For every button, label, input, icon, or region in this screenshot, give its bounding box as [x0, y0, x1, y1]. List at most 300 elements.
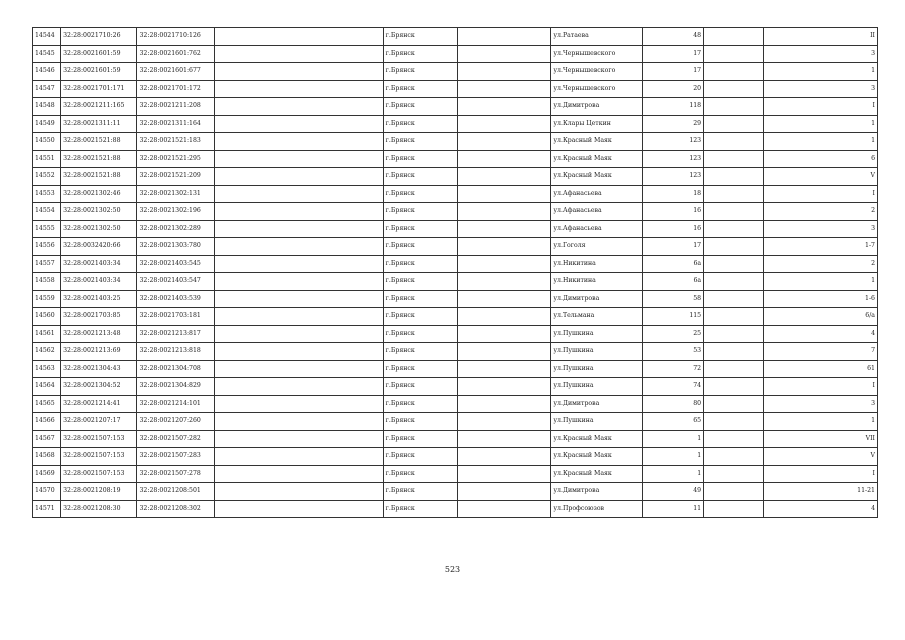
cell-empty [214, 360, 383, 378]
cell-cadastral-parcel: 32:28:0021207:17 [61, 413, 137, 431]
cell-record-number: 14562 [33, 343, 61, 361]
cell-house: 1 [642, 430, 703, 448]
table-row [33, 220, 878, 238]
cell-city: г.Брянск [383, 413, 457, 431]
cell-cadastral-parcel: 32:28:0021302:46 [61, 185, 137, 203]
cell-record-number: 14550 [33, 133, 61, 151]
cell-cadastral-object: 32:28:0021208:501 [137, 483, 214, 501]
cell-empty [457, 185, 550, 203]
cell-house: 17 [642, 63, 703, 81]
cell-empty [457, 63, 550, 81]
table-row [33, 395, 878, 413]
cell-empty [457, 343, 550, 361]
cell-cadastral-object: 32:28:0021302:289 [137, 220, 214, 238]
cell-apartment: 1 [764, 63, 878, 81]
cell-house: 18 [642, 185, 703, 203]
table-row [33, 238, 878, 256]
cell-record-number: 14569 [33, 465, 61, 483]
cell-record-number: 14563 [33, 360, 61, 378]
cell-apartment: 3 [764, 45, 878, 63]
cell-empty [704, 28, 764, 46]
cell-city: г.Брянск [383, 465, 457, 483]
cell-cadastral-parcel: 32:28:0021710:26 [61, 28, 137, 46]
cell-cadastral-parcel: 32:28:0021302:50 [61, 203, 137, 221]
cell-empty [457, 413, 550, 431]
cell-city: г.Брянск [383, 63, 457, 81]
cell-cadastral-object: 32:28:0021507:278 [137, 465, 214, 483]
cell-cadastral-parcel: 32:28:0021601:59 [61, 63, 137, 81]
cell-empty [704, 115, 764, 133]
cell-empty [704, 45, 764, 63]
cell-street: ул.Чернышевского [551, 45, 642, 63]
cell-empty [214, 273, 383, 291]
cell-record-number: 14557 [33, 255, 61, 273]
cell-cadastral-parcel: 32:28:0021701:171 [61, 80, 137, 98]
cell-street: ул.Ратаева [551, 28, 642, 46]
table-row [33, 465, 878, 483]
cell-cadastral-object: 32:28:0021601:677 [137, 63, 214, 81]
cell-apartment: 1 [764, 115, 878, 133]
cell-street: ул.Афанасьева [551, 203, 642, 221]
cell-city: г.Брянск [383, 98, 457, 116]
cell-city: г.Брянск [383, 308, 457, 326]
cell-empty [457, 325, 550, 343]
table-row [33, 378, 878, 396]
table-row [33, 168, 878, 186]
cell-street: ул.Красный Маяк [551, 168, 642, 186]
cell-city: г.Брянск [383, 395, 457, 413]
cell-cadastral-object: 32:28:0021303:780 [137, 238, 214, 256]
cell-cadastral-object: 32:28:0021304:708 [137, 360, 214, 378]
cell-apartment: 1 [764, 413, 878, 431]
cell-empty [704, 448, 764, 466]
cell-empty [457, 45, 550, 63]
cell-record-number: 14545 [33, 45, 61, 63]
cell-cadastral-object: 32:28:0021521:183 [137, 133, 214, 151]
cell-empty [457, 500, 550, 518]
cell-city: г.Брянск [383, 500, 457, 518]
cell-house: 53 [642, 343, 703, 361]
cell-cadastral-object: 32:28:0021403:547 [137, 273, 214, 291]
cell-house: 123 [642, 150, 703, 168]
table-row [33, 133, 878, 151]
cell-street: ул.Димитрова [551, 483, 642, 501]
cell-empty [704, 133, 764, 151]
table-row [33, 290, 878, 308]
table-row [33, 150, 878, 168]
cell-empty [214, 150, 383, 168]
table-row [33, 273, 878, 291]
cell-apartment: 4 [764, 500, 878, 518]
cell-house: 16 [642, 220, 703, 238]
table-row [33, 255, 878, 273]
cell-city: г.Брянск [383, 133, 457, 151]
cell-apartment: 2 [764, 255, 878, 273]
cell-city: г.Брянск [383, 203, 457, 221]
cell-empty [704, 343, 764, 361]
cell-empty [457, 430, 550, 448]
cell-street: ул.Клары Цеткин [551, 115, 642, 133]
cell-city: г.Брянск [383, 238, 457, 256]
cell-empty [457, 255, 550, 273]
cell-empty [214, 168, 383, 186]
cell-cadastral-object: 32:28:0021521:295 [137, 150, 214, 168]
cell-cadastral-object: 32:28:0021507:283 [137, 448, 214, 466]
cell-cadastral-object: 32:28:0021710:126 [137, 28, 214, 46]
table-row [33, 500, 878, 518]
cell-house: 123 [642, 168, 703, 186]
table-row [33, 98, 878, 116]
cell-empty [214, 63, 383, 81]
cell-house: 80 [642, 395, 703, 413]
cell-house: 11 [642, 500, 703, 518]
cell-house: 16 [642, 203, 703, 221]
cell-empty [457, 28, 550, 46]
cell-apartment: 11-21 [764, 483, 878, 501]
cell-empty [214, 290, 383, 308]
cell-record-number: 14561 [33, 325, 61, 343]
cell-house: 25 [642, 325, 703, 343]
cell-empty [214, 500, 383, 518]
cell-record-number: 14547 [33, 80, 61, 98]
cell-apartment: 3 [764, 395, 878, 413]
cell-record-number: 14548 [33, 98, 61, 116]
cell-apartment: I [764, 465, 878, 483]
cell-house: 48 [642, 28, 703, 46]
cell-empty [214, 133, 383, 151]
cell-empty [457, 273, 550, 291]
cell-apartment: 1 [764, 273, 878, 291]
cell-empty [704, 150, 764, 168]
cell-street: ул.Пушкина [551, 325, 642, 343]
cell-street: ул.Красный Маяк [551, 448, 642, 466]
page-number: 523 [444, 565, 461, 574]
cell-street: ул.Афанасьева [551, 185, 642, 203]
cell-cadastral-parcel: 32:28:0021208:30 [61, 500, 137, 518]
cell-house: 20 [642, 80, 703, 98]
cell-cadastral-parcel: 32:28:0021521:88 [61, 133, 137, 151]
cell-empty [457, 308, 550, 326]
cell-apartment: 61 [764, 360, 878, 378]
cell-empty [457, 80, 550, 98]
cell-cadastral-parcel: 32:28:0021521:88 [61, 168, 137, 186]
cell-cadastral-parcel: 32:28:0021304:43 [61, 360, 137, 378]
cell-cadastral-object: 32:28:0021403:545 [137, 255, 214, 273]
cell-empty [457, 395, 550, 413]
table-row [33, 203, 878, 221]
cell-cadastral-object: 32:28:0021302:196 [137, 203, 214, 221]
table-body [33, 28, 878, 518]
cell-cadastral-parcel: 32:28:0021403:34 [61, 273, 137, 291]
cell-empty [214, 185, 383, 203]
table-row [33, 343, 878, 361]
cell-empty [457, 238, 550, 256]
cell-apartment: 4 [764, 325, 878, 343]
cell-empty [457, 203, 550, 221]
cell-street: ул.Пушкина [551, 413, 642, 431]
table-row [33, 430, 878, 448]
cell-apartment: V [764, 448, 878, 466]
cell-city: г.Брянск [383, 325, 457, 343]
cell-street: ул.Профсоюзов [551, 500, 642, 518]
cell-street: ул.Тельмана [551, 308, 642, 326]
cell-apartment: 1 [764, 133, 878, 151]
cell-cadastral-parcel: 32:28:0021213:48 [61, 325, 137, 343]
cell-house: 74 [642, 378, 703, 396]
cell-city: г.Брянск [383, 150, 457, 168]
table-row [33, 308, 878, 326]
cell-city: г.Брянск [383, 448, 457, 466]
cell-cadastral-object: 32:28:0021507:282 [137, 430, 214, 448]
registry-table [32, 27, 878, 518]
cell-house: 1 [642, 465, 703, 483]
cell-record-number: 14554 [33, 203, 61, 221]
table-row [33, 28, 878, 46]
cell-house: 6а [642, 273, 703, 291]
cell-cadastral-parcel: 32:28:0021211:165 [61, 98, 137, 116]
cell-street: ул.Чернышевского [551, 80, 642, 98]
cell-house: 6а [642, 255, 703, 273]
cell-empty [214, 115, 383, 133]
cell-empty [457, 220, 550, 238]
cell-house: 72 [642, 360, 703, 378]
cell-house: 17 [642, 238, 703, 256]
cell-empty [704, 500, 764, 518]
cell-record-number: 14568 [33, 448, 61, 466]
cell-empty [214, 378, 383, 396]
cell-city: г.Брянск [383, 185, 457, 203]
cell-record-number: 14559 [33, 290, 61, 308]
cell-empty [704, 255, 764, 273]
cell-cadastral-object: 32:28:0021304:829 [137, 378, 214, 396]
cell-cadastral-object: 32:28:0021213:817 [137, 325, 214, 343]
cell-record-number: 14544 [33, 28, 61, 46]
cell-record-number: 14570 [33, 483, 61, 501]
cell-empty [214, 448, 383, 466]
cell-cadastral-parcel: 32:28:0021507:153 [61, 430, 137, 448]
cell-empty [457, 360, 550, 378]
cell-street: ул.Гоголя [551, 238, 642, 256]
cell-empty [704, 98, 764, 116]
cell-cadastral-parcel: 32:28:0021311:11 [61, 115, 137, 133]
table-row [33, 483, 878, 501]
table-row [33, 413, 878, 431]
cell-empty [457, 448, 550, 466]
cell-empty [704, 325, 764, 343]
cell-record-number: 14560 [33, 308, 61, 326]
cell-record-number: 14565 [33, 395, 61, 413]
cell-empty [704, 465, 764, 483]
cell-city: г.Брянск [383, 255, 457, 273]
cell-empty [704, 80, 764, 98]
cell-city: г.Брянск [383, 483, 457, 501]
cell-street: ул.Никитина [551, 255, 642, 273]
cell-cadastral-parcel: 32:28:0021507:153 [61, 448, 137, 466]
cell-house: 115 [642, 308, 703, 326]
cell-empty [457, 150, 550, 168]
cell-city: г.Брянск [383, 80, 457, 98]
cell-city: г.Брянск [383, 115, 457, 133]
cell-empty [214, 325, 383, 343]
cell-street: ул.Димитрова [551, 98, 642, 116]
cell-apartment: VII [764, 430, 878, 448]
cell-cadastral-object: 32:28:0021208:302 [137, 500, 214, 518]
cell-cadastral-parcel: 32:28:0021208:19 [61, 483, 137, 501]
cell-apartment: 6/а [764, 308, 878, 326]
cell-empty [457, 115, 550, 133]
cell-empty [704, 483, 764, 501]
cell-city: г.Брянск [383, 430, 457, 448]
cell-empty [214, 483, 383, 501]
cell-empty [457, 378, 550, 396]
cell-apartment: 6 [764, 150, 878, 168]
cell-house: 123 [642, 133, 703, 151]
cell-cadastral-parcel: 32:28:0021507:153 [61, 465, 137, 483]
cell-apartment: 2 [764, 203, 878, 221]
cell-record-number: 14553 [33, 185, 61, 203]
table-row [33, 115, 878, 133]
cell-city: г.Брянск [383, 378, 457, 396]
cell-cadastral-parcel: 32:28:0021403:34 [61, 255, 137, 273]
cell-apartment: I [764, 185, 878, 203]
cell-record-number: 14551 [33, 150, 61, 168]
cell-street: ул.Пушкина [551, 378, 642, 396]
cell-empty [214, 255, 383, 273]
cell-cadastral-parcel: 32:28:0021601:59 [61, 45, 137, 63]
cell-empty [704, 395, 764, 413]
cell-record-number: 14556 [33, 238, 61, 256]
cell-empty [214, 80, 383, 98]
cell-record-number: 14564 [33, 378, 61, 396]
cell-city: г.Брянск [383, 220, 457, 238]
cell-empty [704, 360, 764, 378]
cell-street: ул.Никитина [551, 273, 642, 291]
cell-record-number: 14558 [33, 273, 61, 291]
cell-empty [214, 308, 383, 326]
cell-empty [214, 343, 383, 361]
cell-empty [214, 220, 383, 238]
cell-street: ул.Красный Маяк [551, 430, 642, 448]
cell-cadastral-parcel: 32:28:0021214:41 [61, 395, 137, 413]
table-row [33, 360, 878, 378]
cell-empty [704, 290, 764, 308]
cell-empty [457, 133, 550, 151]
cell-record-number: 14549 [33, 115, 61, 133]
cell-cadastral-object: 32:28:0021207:260 [137, 413, 214, 431]
cell-record-number: 14571 [33, 500, 61, 518]
cell-apartment: II [764, 28, 878, 46]
cell-city: г.Брянск [383, 343, 457, 361]
cell-street: ул.Чернышевского [551, 63, 642, 81]
cell-cadastral-object: 32:28:0021601:762 [137, 45, 214, 63]
cell-cadastral-object: 32:28:0021213:818 [137, 343, 214, 361]
cell-cadastral-parcel: 32:28:0021213:69 [61, 343, 137, 361]
cell-record-number: 14546 [33, 63, 61, 81]
cell-city: г.Брянск [383, 360, 457, 378]
cell-empty [704, 430, 764, 448]
cell-empty [214, 238, 383, 256]
cell-cadastral-object: 32:28:0021701:172 [137, 80, 214, 98]
table-row [33, 80, 878, 98]
cell-empty [704, 168, 764, 186]
cell-empty [214, 28, 383, 46]
cell-cadastral-parcel: 32:28:0021403:25 [61, 290, 137, 308]
cell-street: ул.Красный Маяк [551, 150, 642, 168]
cell-empty [704, 413, 764, 431]
cell-cadastral-parcel: 32:28:0032420:66 [61, 238, 137, 256]
cell-house: 29 [642, 115, 703, 133]
cell-cadastral-parcel: 32:28:0021521:88 [61, 150, 137, 168]
cell-cadastral-object: 32:28:0021211:208 [137, 98, 214, 116]
cell-empty [704, 203, 764, 221]
cell-cadastral-object: 32:28:0021703:181 [137, 308, 214, 326]
cell-house: 118 [642, 98, 703, 116]
cell-empty [214, 413, 383, 431]
cell-city: г.Брянск [383, 273, 457, 291]
cell-street: ул.Красный Маяк [551, 465, 642, 483]
cell-street: ул.Димитрова [551, 290, 642, 308]
cell-empty [457, 98, 550, 116]
cell-street: ул.Димитрова [551, 395, 642, 413]
cell-record-number: 14555 [33, 220, 61, 238]
table-row [33, 45, 878, 63]
cell-empty [704, 378, 764, 396]
cell-cadastral-object: 32:28:0021311:164 [137, 115, 214, 133]
cell-street: ул.Пушкина [551, 360, 642, 378]
table-row [33, 448, 878, 466]
cell-apartment: V [764, 168, 878, 186]
cell-cadastral-parcel: 32:28:0021304:52 [61, 378, 137, 396]
cell-city: г.Брянск [383, 28, 457, 46]
table-row [33, 325, 878, 343]
cell-empty [214, 465, 383, 483]
cell-cadastral-object: 32:28:0021302:131 [137, 185, 214, 203]
cell-empty [214, 45, 383, 63]
cell-empty [214, 98, 383, 116]
cell-empty [704, 220, 764, 238]
table-row [33, 185, 878, 203]
cell-house: 58 [642, 290, 703, 308]
cell-apartment: I [764, 378, 878, 396]
cell-empty [214, 203, 383, 221]
cell-apartment: 3 [764, 80, 878, 98]
cell-record-number: 14566 [33, 413, 61, 431]
cell-apartment: 1-7 [764, 238, 878, 256]
cell-street: ул.Пушкина [551, 343, 642, 361]
table-row [33, 63, 878, 81]
cell-apartment: 1-6 [764, 290, 878, 308]
cell-empty [704, 63, 764, 81]
cell-house: 49 [642, 483, 703, 501]
cell-empty [457, 168, 550, 186]
cell-empty [704, 185, 764, 203]
cell-empty [704, 273, 764, 291]
cell-house: 65 [642, 413, 703, 431]
cell-empty [457, 483, 550, 501]
cell-cadastral-object: 32:28:0021214:101 [137, 395, 214, 413]
cell-apartment: 7 [764, 343, 878, 361]
cell-empty [457, 290, 550, 308]
cell-empty [457, 465, 550, 483]
cell-cadastral-object: 32:28:0021521:209 [137, 168, 214, 186]
cell-apartment: I [764, 98, 878, 116]
cell-cadastral-object: 32:28:0021403:539 [137, 290, 214, 308]
cell-cadastral-parcel: 32:28:0021302:50 [61, 220, 137, 238]
cell-empty [214, 430, 383, 448]
cell-city: г.Брянск [383, 168, 457, 186]
cell-city: г.Брянск [383, 290, 457, 308]
cell-apartment: 3 [764, 220, 878, 238]
